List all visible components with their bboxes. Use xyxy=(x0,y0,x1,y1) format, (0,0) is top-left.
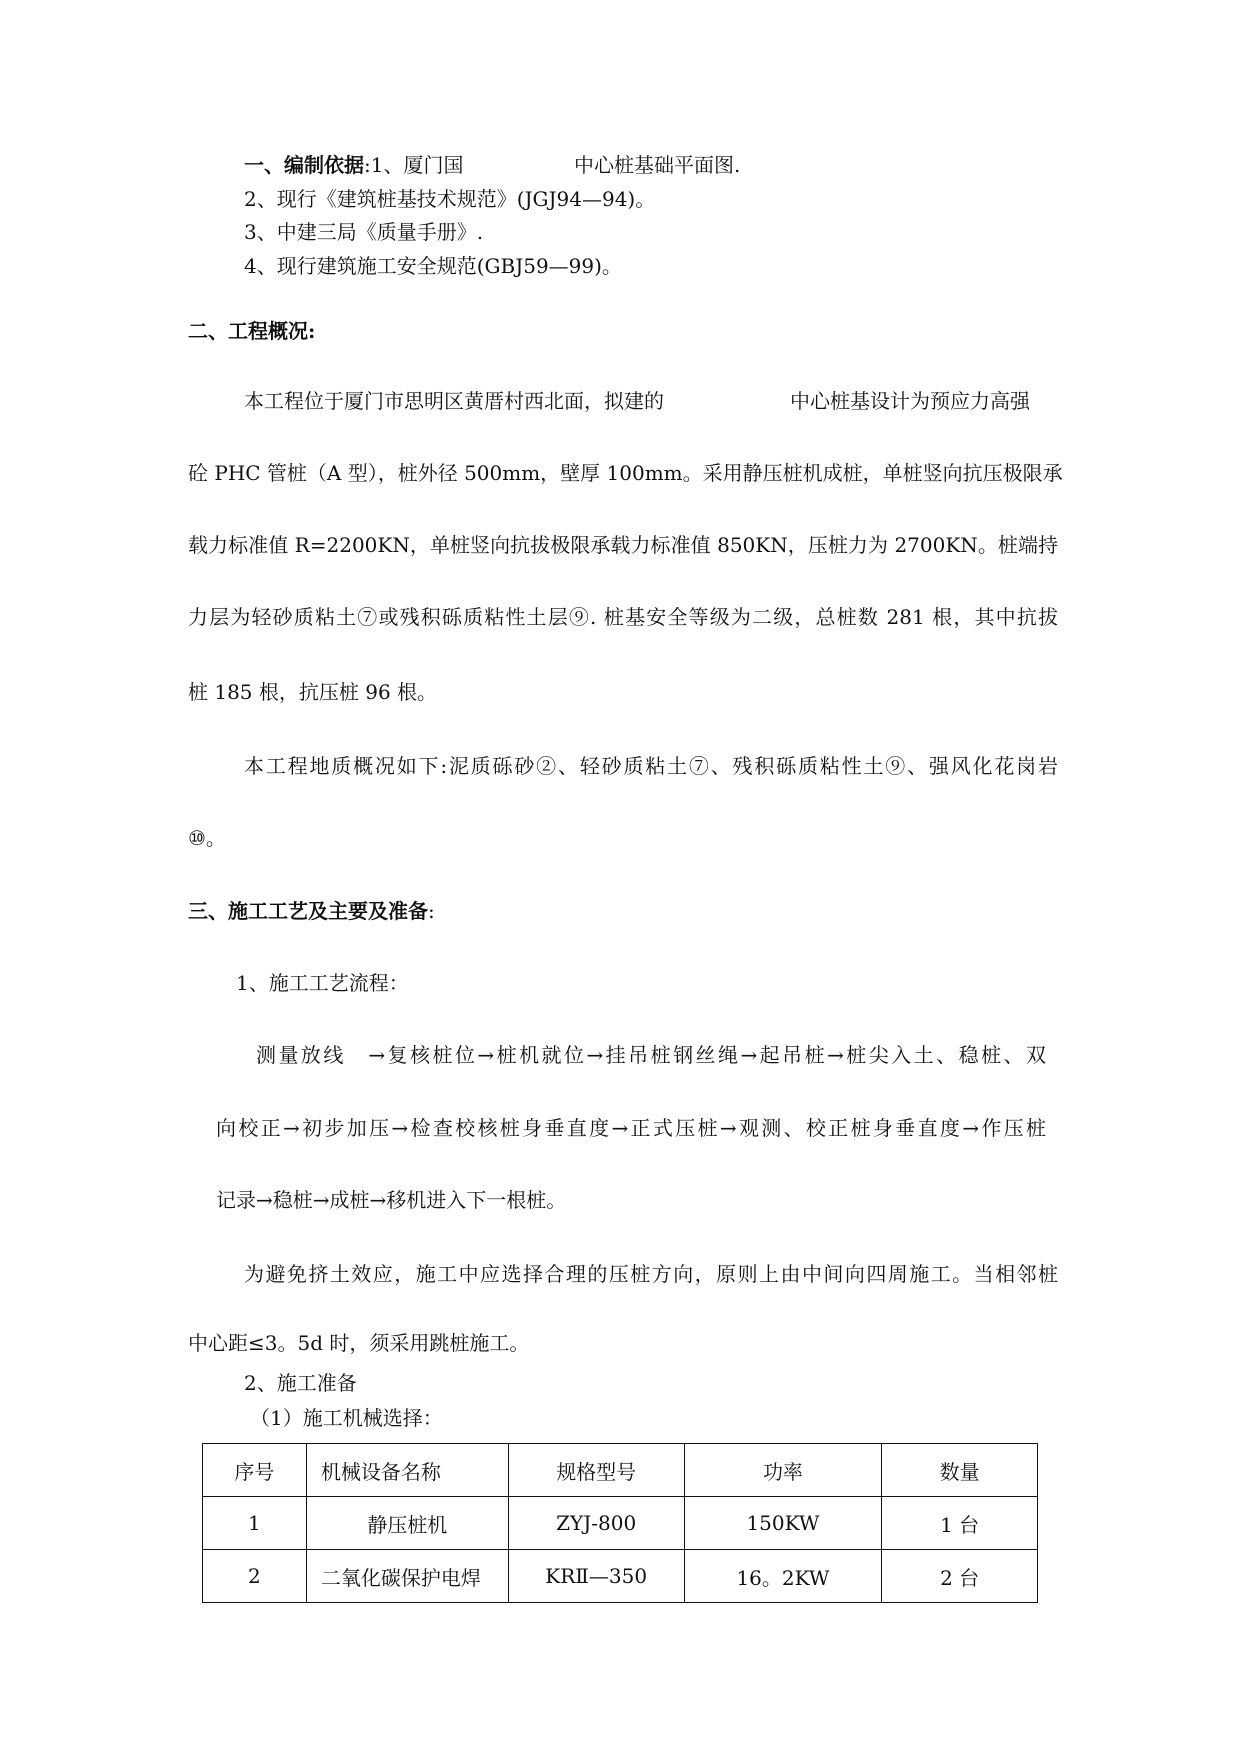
section3-sub2: 2、施工准备 xyxy=(244,1371,357,1395)
section3-heading: 三、施工工艺及主要及准备 xyxy=(188,899,428,923)
section3-flow-line3: 记录→稳桩→成桩→移机进入下一根桩。 xyxy=(216,1188,567,1212)
table-header-cell: 序号 xyxy=(203,1444,307,1497)
table-cell: 150KW xyxy=(684,1497,882,1550)
section1-item3: 3、中建三局《质量手册》. xyxy=(244,220,484,244)
table-header-row xyxy=(203,1444,1038,1497)
table-header-cell: 数量 xyxy=(882,1444,1038,1497)
section2-para2-line2: ⑩。 xyxy=(188,826,226,850)
table-cell: 静压桩机 xyxy=(306,1497,508,1550)
section3-heading-colon: : xyxy=(428,899,435,923)
section1-line1 xyxy=(244,155,463,175)
table-cell: 1 xyxy=(203,1497,307,1550)
table-header-cell: 功率 xyxy=(684,1444,882,1497)
table-cell: 二氧化碳保护电焊 xyxy=(306,1550,508,1603)
table-row xyxy=(203,1550,1038,1603)
table-row xyxy=(203,1497,1038,1550)
section1-heading: 一、编制依据 xyxy=(244,153,364,177)
table-cell: 1 台 xyxy=(882,1497,1038,1550)
section2-para1-line5: 桩 185 根，抗压桩 96 根。 xyxy=(188,680,438,704)
section1-item1-prefix: :1、厦门国 xyxy=(364,153,464,177)
table-cell: 16。2KW xyxy=(684,1550,882,1603)
section2-para2-line1: 本工程地质概况如下:泥质砾砂②、轻砂质粘土⑦、残积砾质粘性土⑨、强风化花岗岩 xyxy=(244,754,1058,778)
section2-heading: 二、工程概况: xyxy=(188,319,316,343)
section2-para1-line1-suffix: 中心桩基设计为预应力高强 xyxy=(790,389,1030,413)
section3-heading-line xyxy=(188,901,435,921)
table-header-cell: 机械设备名称 xyxy=(306,1444,508,1497)
table-cell: KRⅡ—350 xyxy=(508,1550,684,1603)
section3-flow-line2: 向校正→初步加压→检查校核桩身垂直度→正式压桩→观测、校正桩身垂直度→作压桩 xyxy=(216,1116,1046,1140)
equipment-table xyxy=(202,1443,1038,1603)
section3-note-line1: 为避免挤土效应，施工中应选择合理的压桩方向，原则上由中间向四周施工。当相邻桩 xyxy=(244,1262,1058,1286)
section1-item4: 4、现行建筑施工安全规范(GBJ59—99)。 xyxy=(244,254,622,278)
section3-sub1: 1、施工工艺流程： xyxy=(236,971,409,995)
section2-para1-line3: 载力标准值 R=2200KN，单桩竖向抗拔极限承载力标准值 850KN，压桩力为 2700KN。桩端持 xyxy=(188,533,1058,557)
section2-para1-line1-prefix: 本工程位于厦门市思明区黄厝村西北面，拟建的 xyxy=(244,389,664,413)
table-cell: 2 xyxy=(203,1550,307,1603)
section3-note-line2: 中心距≤3。5d 时，须采用跳桩施工。 xyxy=(188,1331,530,1355)
table-cell: 2 台 xyxy=(882,1550,1038,1603)
table-header-cell: 规格型号 xyxy=(508,1444,684,1497)
table-cell: ZYJ-800 xyxy=(508,1497,684,1550)
section2-para1-line4: 力层为轻砂质粘土⑦或残积砾质粘性土层⑨. 桩基安全等级为二级，总桩数 281 根，其中抗拔 xyxy=(188,605,1058,629)
section3-sub2-1: （1）施工机械选择： xyxy=(250,1406,443,1430)
section2-para1-line2: 砼 PHC 管桩（A 型），桩外径 500mm，壁厚 100mm。采用静压桩机成桩，单桩竖向抗压极限承 xyxy=(188,461,1063,485)
section1-item2: 2、现行《建筑桩基技术规范》(JGJ94—94)。 xyxy=(244,187,656,211)
section1-item1-suffix: 中心桩基础平面图. xyxy=(574,153,741,177)
section3-flow-line1: 测量放线 →复核桩位→桩机就位→挂吊桩钢丝绳→起吊桩→桩尖入土、稳桩、双 xyxy=(256,1043,1046,1067)
